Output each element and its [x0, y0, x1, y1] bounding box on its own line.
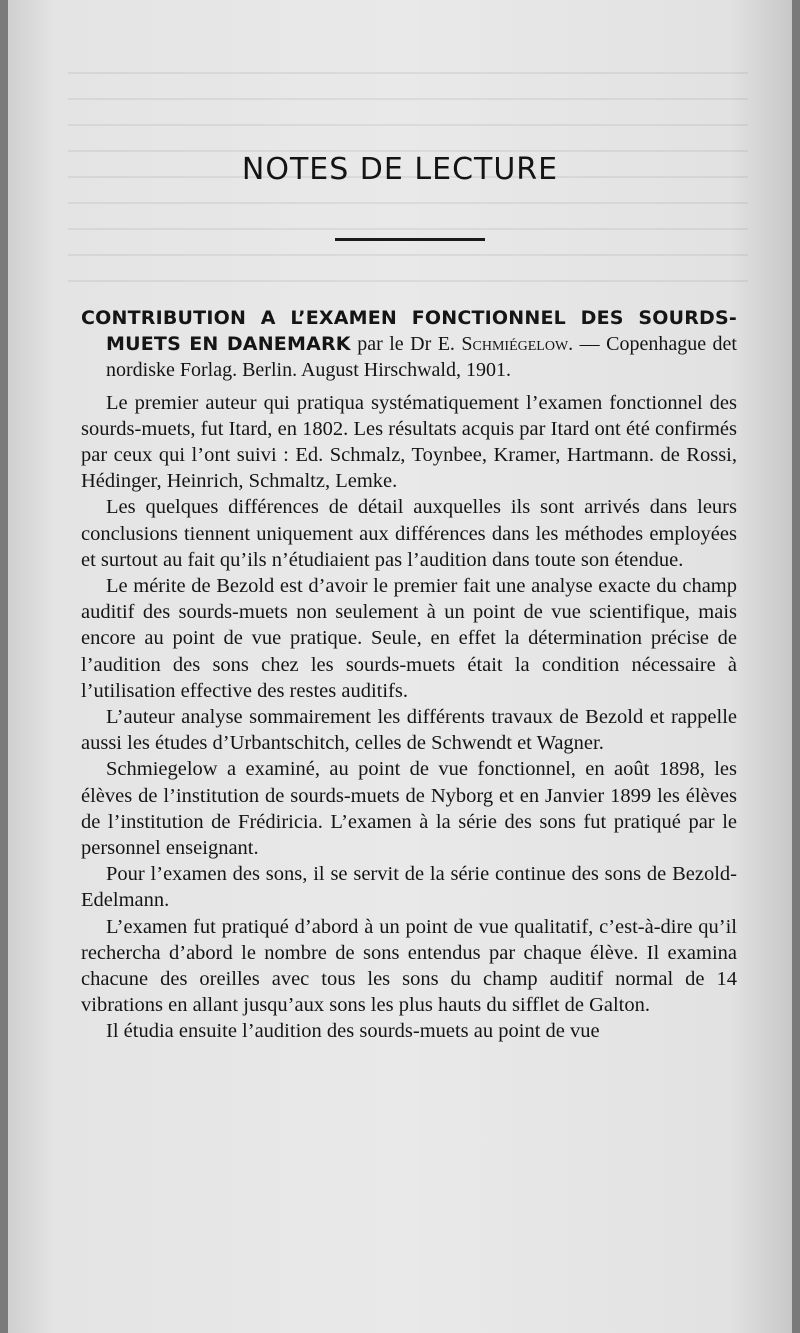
article-title: CONTRIBUTION A L’EXAMEN FONCTIONNEL DES SOURDS-MUETS EN DANEMARK — [81, 307, 737, 356]
article-body — [81, 305, 737, 1045]
paragraph: Le premier auteur qui pratiqua systématiquement l’examen fonctionnel des sourds-muets, fut Itard, en 1802. Les résultats acquis par Itard ont été confirmés par ceux qui l’ont suivi : Ed. Schmalz, Toynbee, Kramer, Hartmann. de Rossi, Hédinger, Heinrich, Schmaltz, Lemke. — [81, 391, 737, 493]
paragraph: Il étudia ensuite l’audition des sourds-muets au point de vue — [106, 1020, 600, 1043]
title-divider — [335, 238, 485, 241]
paragraph: Schmiegelow a examiné, au point de vue fonctionnel, en août 1898, les élèves de l’institution de sourds-muets de Nyborg et en Janvier 1899 les élèves de l’institution de Frédiricia. L’examen à la série des sons fut pratiqué par le personnel enseignant. — [81, 758, 737, 860]
paragraph: L’examen fut pratiqué d’abord à un point de vue qualitatif, c’est-à-dire qu’il rechercha d’abord le nombre de sons entendus par chaque élève. Il examina chacune des oreilles avec tous les sons du champ auditif normal de 14 vibrations en allant jusqu’aux sons les plus hauts du sifflet de Galton. — [81, 915, 737, 1017]
article-publication: . — Copenhague det nordiske Forlag. Berlin. August Hirschwald, 1901. — [106, 333, 737, 382]
article-author: Schmiégelow — [461, 333, 569, 356]
book-page — [8, 0, 792, 1333]
paragraph: Les quelques différences de détail auxquelles ils sont arrivés dans leurs conclusions tiennent uniquement aux différences dans les méthodes employées et surtout au fait qu’ils n’étudiaient pas l’audition dans toute son étendue. — [81, 496, 737, 571]
paragraph: L’auteur analyse sommairement les différents travaux de Bezold et rappelle aussi les études d’Urbantschitch, celles de Schwendt et Wagner. — [81, 706, 737, 755]
paragraph: Le mérite de Bezold est d’avoir le premier fait une analyse exacte du champ auditif des sourds-muets non seulement à un point de vue scientifique, mais encore au point de vue pratique. Seule, en effet la détermination précise de l’audition des sons chez les sourds-muets était la condition nécessaire à l’utilisation effective des restes auditifs. — [81, 575, 737, 702]
paragraph: Pour l’examen des sons, il se servit de la série continue des sons de Bezold-Edelmann. — [81, 863, 737, 912]
article-heading — [81, 305, 737, 384]
article-byline: par le Dr E. — [350, 333, 462, 356]
section-title: NOTES DE LECTURE — [241, 152, 559, 187]
